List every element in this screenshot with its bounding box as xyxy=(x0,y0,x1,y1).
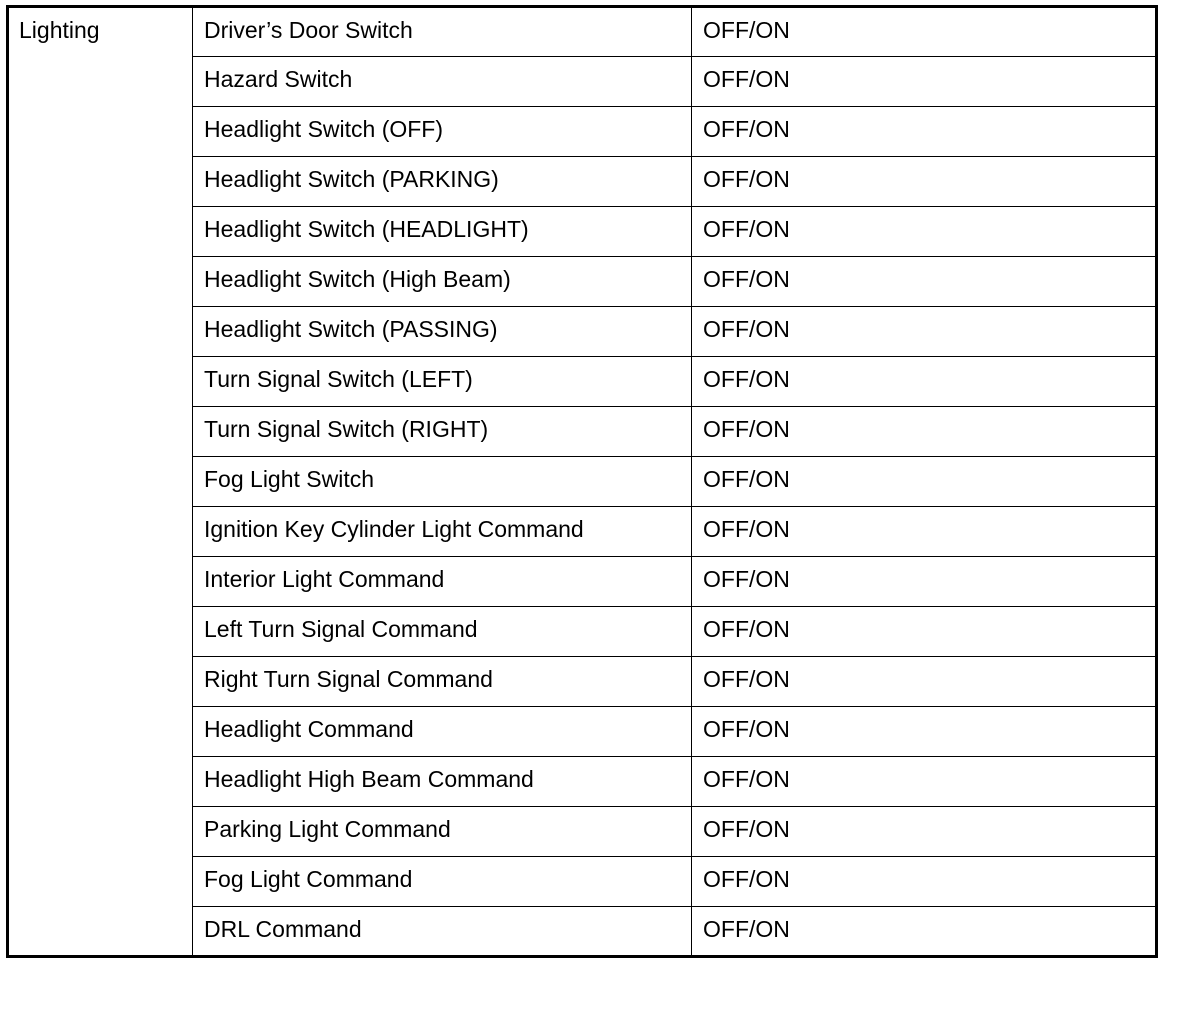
parameter-cell: Turn Signal Switch (RIGHT) xyxy=(193,407,692,457)
value-cell: OFF/ON xyxy=(692,457,1157,507)
parameter-cell: Headlight Command xyxy=(193,707,692,757)
parameter-cell: Headlight High Beam Command xyxy=(193,757,692,807)
value-cell: OFF/ON xyxy=(692,857,1157,907)
parameter-cell: Headlight Switch (HEADLIGHT) xyxy=(193,207,692,257)
value-cell: OFF/ON xyxy=(692,357,1157,407)
parameter-cell: Hazard Switch xyxy=(193,57,692,107)
parameter-cell: Left Turn Signal Command xyxy=(193,607,692,657)
lighting-parameters-table xyxy=(6,5,1158,958)
parameter-cell: Turn Signal Switch (LEFT) xyxy=(193,357,692,407)
value-cell: OFF/ON xyxy=(692,257,1157,307)
parameter-cell: DRL Command xyxy=(193,907,692,957)
parameter-cell: Right Turn Signal Command xyxy=(193,657,692,707)
table-row xyxy=(8,7,1157,57)
value-cell: OFF/ON xyxy=(692,607,1157,657)
parameter-cell: Headlight Switch (PASSING) xyxy=(193,307,692,357)
value-cell: OFF/ON xyxy=(692,757,1157,807)
value-cell: OFF/ON xyxy=(692,407,1157,457)
parameter-cell: Headlight Switch (High Beam) xyxy=(193,257,692,307)
parameter-cell: Driver’s Door Switch xyxy=(193,7,692,57)
value-cell: OFF/ON xyxy=(692,107,1157,157)
value-cell: OFF/ON xyxy=(692,207,1157,257)
parameter-cell: Parking Light Command xyxy=(193,807,692,857)
value-cell: OFF/ON xyxy=(692,707,1157,757)
value-cell: OFF/ON xyxy=(692,7,1157,57)
parameter-cell: Fog Light Switch xyxy=(193,457,692,507)
value-cell: OFF/ON xyxy=(692,907,1157,957)
parameter-cell: Headlight Switch (PARKING) xyxy=(193,157,692,207)
parameter-cell: Fog Light Command xyxy=(193,857,692,907)
parameter-cell: Interior Light Command xyxy=(193,557,692,607)
value-cell: OFF/ON xyxy=(692,557,1157,607)
value-cell: OFF/ON xyxy=(692,507,1157,557)
value-cell: OFF/ON xyxy=(692,807,1157,857)
value-cell: OFF/ON xyxy=(692,57,1157,107)
parameter-cell: Headlight Switch (OFF) xyxy=(193,107,692,157)
value-cell: OFF/ON xyxy=(692,157,1157,207)
parameter-cell: Ignition Key Cylinder Light Command xyxy=(193,507,692,557)
value-cell: OFF/ON xyxy=(692,657,1157,707)
table-body xyxy=(8,7,1157,957)
value-cell: OFF/ON xyxy=(692,307,1157,357)
category-cell: Lighting xyxy=(8,7,193,957)
